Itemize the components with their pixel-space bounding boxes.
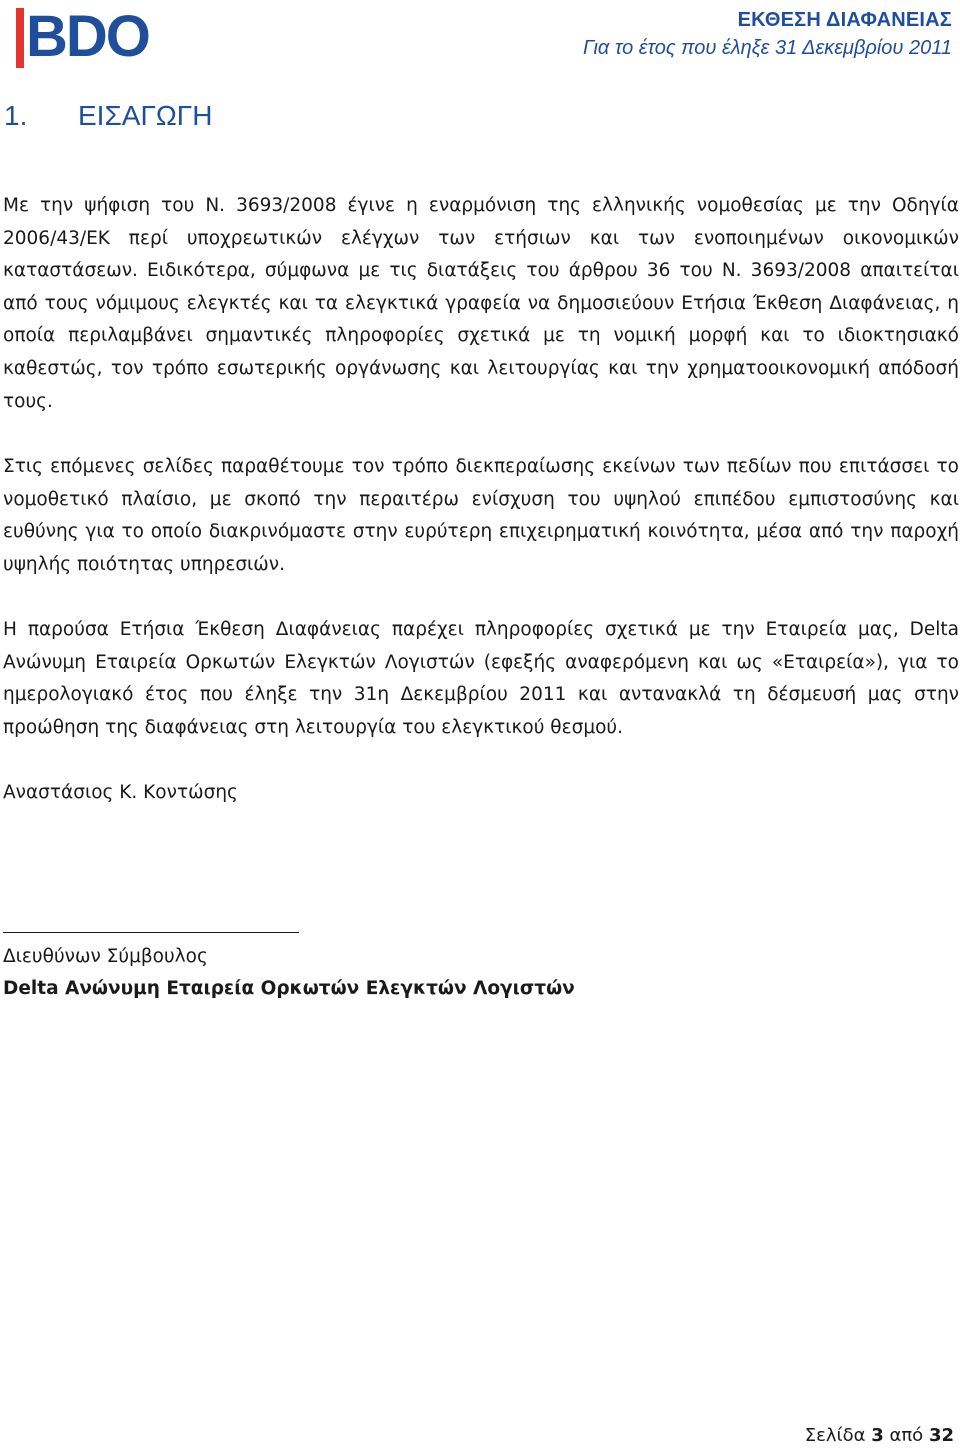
signature-line [3, 932, 299, 933]
intro-paragraph-2: Στις επόμενες σελίδες παραθέτουμε τον τρόπο διεκπεραίωσης εκείνων των πεδίων που επιτάσσει το νομοθετικό πλαίσιο, με σκοπό την περαιτέρω ενίσχυση του υψηλού επιπέδου εμπιστοσύνης και ευθύνης για το οποίο διακρινόμαστε στην ευρύτερη επιχειρηματική κοινότητα, μέσα από την παροχή υψηλής ποιότητας υπηρεσιών. [3, 456, 959, 575]
page-number: 3 [871, 1425, 884, 1446]
page-total: 32 [928, 1425, 954, 1446]
signer-role: Διευθύνων Σύμβουλος [3, 946, 208, 967]
page-of-label: από [889, 1425, 924, 1446]
page-label: Σελίδα [804, 1425, 866, 1446]
signer-name: Αναστάσιος Κ. Κοντώσης [3, 782, 238, 803]
logo-text: BDO [26, 4, 149, 69]
bdo-logo [14, 4, 176, 70]
signer-company: Delta Ανώνυμη Εταιρεία Ορκωτών Ελεγκτών Λογιστών [3, 978, 575, 999]
report-header [583, 6, 952, 62]
section-heading [4, 98, 212, 134]
report-title: ΕΚΘΕΣΗ ΔΙΑΦΑΝΕΙΑΣ [737, 9, 952, 31]
bdo-logo-graphic [14, 4, 176, 70]
intro-paragraph-1: Με την ψήφιση του Ν. 3693/2008 έγινε η εναρμόνιση της ελληνικής νομοθεσίας με την Οδηγία 2006/43/ΕΚ περί υποχρεωτικών ελέγχων των ετήσιων και των ενοποιημένων οικονομικών καταστάσεων. Ειδικότερα, σύμφωνα με τις διατάξεις του άρθρου 36 του Ν. 3693/2008 απαιτείται από τους νόμιμους ελεγκτές και τα ελεγκτικά γραφεία να δημοσιεύουν Ετήσια Έκθεση Διαφάνειας, η οποία περιλαμβάνει σημαντικές πληροφορίες σχετικά με τη νομική μορφή και το ιδιοκτησιακό καθεστώς, τον τρόπο εσωτερικής οργάνωσης και λειτουργίας και την χρηματοοικονομική απόδοσή τους. [3, 195, 959, 412]
section-number: 1. [4, 100, 28, 131]
page-footer [805, 1424, 954, 1448]
report-period: Για το έτος που έληξε 31 Δεκεμβρίου 2011 [583, 37, 952, 59]
intro-paragraph-3: Η παρούσα Ετήσια Έκθεση Διαφάνειας παρέχει πληροφορίες σχετικά με την Εταιρεία μας, Delta Ανώνυμη Εταιρεία Ορκωτών Ελεγκτών Λογιστών (εφεξής αναφερόμενη και ως «Εταιρεία»), για το ημερολογιακό έτος που έληξε την 31η Δεκεμβρίου 2011 και αντανακλά τη δέσμευσή μας στην προώθηση της διαφάνειας στη λειτουργία του ελεγκτικού θεσμού. [3, 619, 959, 738]
logo-red-bar [16, 8, 24, 68]
section-title: ΕΙΣΑΓΩΓΗ [78, 100, 213, 131]
